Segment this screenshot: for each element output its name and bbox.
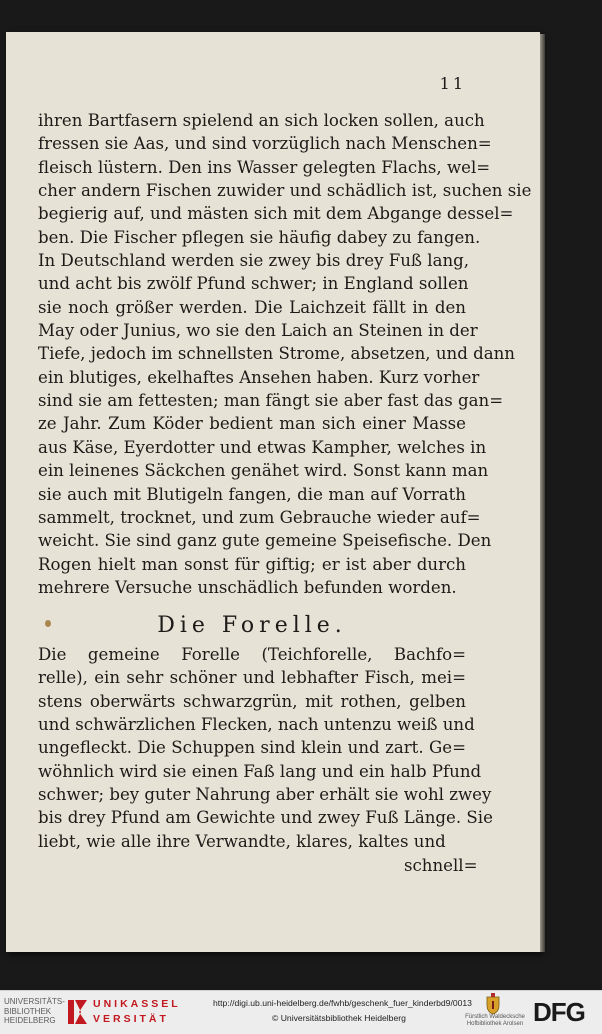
dfg-logo[interactable]: DFG: [533, 997, 585, 1027]
text-line: mehrere Versuche unschädlich befunden worden.: [38, 577, 457, 597]
text-line: und schwärzlichen Flecken, nach untenzu weiß und: [38, 715, 475, 735]
paragraph-catfish: [38, 109, 532, 599]
logo-line: HEIDELBERG: [4, 1016, 56, 1025]
text-line: sie noch größer werden. Die Laichzeit fällt in den: [38, 297, 466, 317]
footer-bar: [0, 990, 602, 1034]
page-number: 11: [439, 74, 466, 93]
text-line: stens oberwärts schwarzgrün, mit rothen, gelben: [38, 691, 466, 711]
paragraph-trout: [38, 643, 493, 853]
text-line: sind sie am fettesten; man fängt sie aber fast das gan=: [38, 391, 504, 411]
logo-line: UNIVERSITÄTS-: [4, 997, 65, 1006]
text-line: fressen sie Aas, und sind vorzüglich nach Menschen=: [38, 134, 492, 154]
text-line: relle), ein sehr schöner und lebhafter Fisch, mei=: [38, 668, 466, 688]
text-line: May oder Junius, wo sie den Laich an Steinen in der: [38, 321, 478, 341]
kassel-line-2: VERSITÄT: [93, 1013, 169, 1025]
text-line: Die gemeine Forelle (Teichforelle, Bachfo=: [38, 645, 466, 664]
text-line: cher andern Fischen zuwider und schädlich ist, suchen sie: [38, 181, 532, 201]
text-line: ein blutiges, ekelhaftes Ansehen haben. Kurz vorher: [38, 367, 480, 387]
logo-line: Fürstlich Waldecksche: [465, 1014, 525, 1020]
copyright-notice: © Universitätsbibliothek Heidelberg: [272, 1013, 406, 1023]
text-line: sammelt, trocknet, und zum Gebrauche wieder auf=: [38, 507, 481, 527]
kassel-line-1: UNIKASSEL: [93, 998, 181, 1010]
catchword: schnell=: [404, 856, 478, 875]
text-line: ihren Bartfasern spielend an sich locken sollen, auch: [38, 111, 485, 130]
logo-line: Hofbibliothek Arolsen: [466, 1021, 524, 1027]
page-edge: [540, 34, 545, 952]
text-line: ein leinenes Säckchen genähet wird. Sonst kann man: [38, 461, 489, 481]
coat-of-arms-icon: [486, 993, 500, 1015]
arolsen-library-logo[interactable]: [462, 1014, 528, 1028]
text-line: ungefleckt. Die Schuppen sind klein und zart. Ge=: [38, 738, 466, 758]
text-line: schwer; bey guter Nahrung aber erhält sie wohl zwey: [38, 785, 492, 805]
text-line: aus Käse, Eyerdotter und etwas Kampher, welches in: [38, 437, 487, 457]
logo-line: BIBLIOTHEK: [4, 1006, 52, 1016]
text-line: Tiefe, jedoch im schnellsten Strome, absetzen, und dann: [38, 344, 515, 364]
text-line: wöhnlich wird sie einen Faß lang und ein halb Pfund: [38, 761, 482, 781]
book-page: [6, 32, 540, 952]
text-line: begierig auf, und mästen sich mit dem Abgange dessel=: [38, 204, 514, 224]
heidelberg-library-logo[interactable]: [4, 997, 64, 1029]
text-line: weicht. Sie sind ganz gute gemeine Speisefische. Den: [38, 531, 492, 551]
permalink-url[interactable]: http://digi.ub.uni-heidelberg.de/fwhb/geschenk_fuer_kinderbd9/0013: [213, 998, 472, 1008]
text-line: Rogen hielt man sonst für giftig; er ist aber durch: [38, 554, 466, 574]
text-line: sie auch mit Blutigeln fangen, die man auf Vorrath: [38, 484, 466, 504]
text-line: fleisch lüstern. Den ins Wasser gelegten Flachs, wel=: [38, 157, 491, 177]
text-line: In Deutschland werden sie zwey bis drey Fuß lang,: [38, 251, 470, 271]
section-heading: Die Forelle.: [157, 613, 347, 638]
text-line: bis drey Pfund am Gewichte und zwey Fuß Länge. Sie: [38, 808, 493, 828]
kassel-mark-icon: [67, 996, 89, 1028]
text-line: und acht bis zwölf Pfund schwer; in England sollen: [38, 274, 469, 294]
text-line: liebt, wie alle ihre Verwandte, klares, kaltes und: [38, 831, 446, 851]
text-line: ben. Die Fischer pflegen sie häufig dabey zu fangen.: [38, 227, 481, 247]
text-line: ze Jahr. Zum Köder bedient man sich einer Masse: [38, 414, 466, 434]
kassel-university-logo[interactable]: [93, 997, 211, 1029]
